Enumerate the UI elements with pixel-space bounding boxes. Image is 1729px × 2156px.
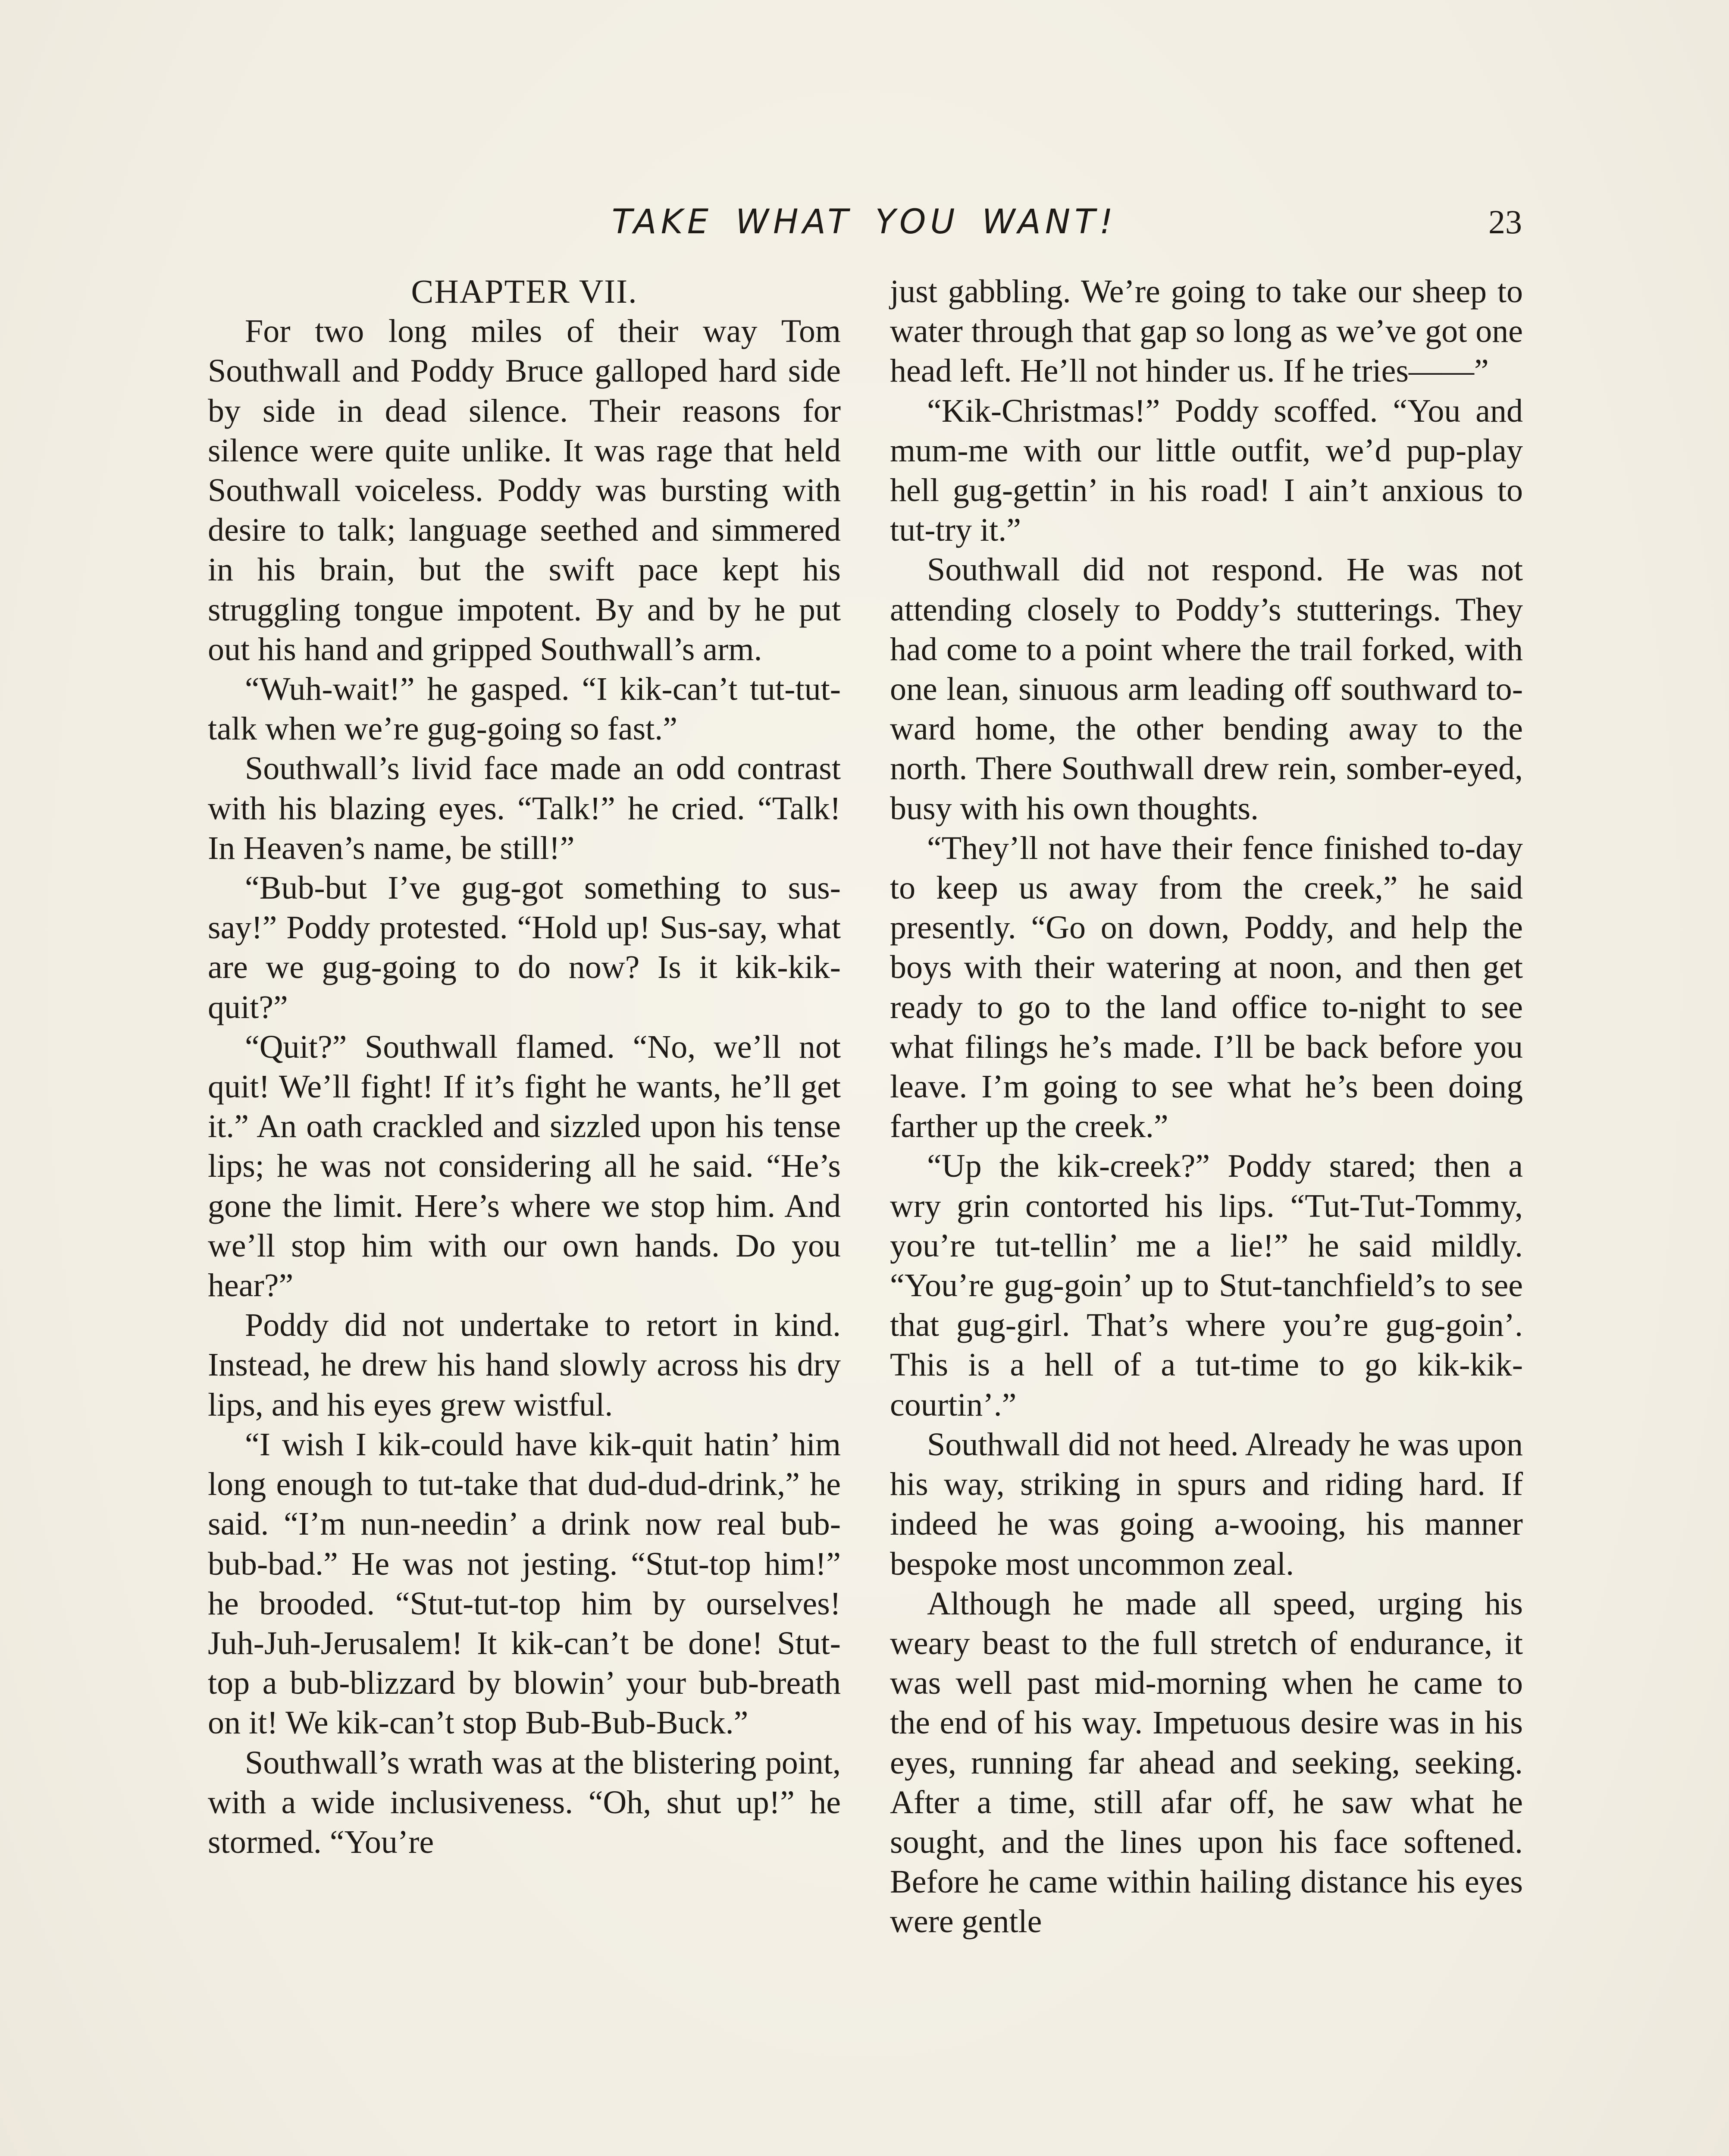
- paragraph: “Quit?” Southwall flamed. “No, we’ll not quit! We’ll fight! If it’s fight he wants, he’ll get it.” An oath crackled and sizzled upon his tense lips; he was not considering all he said. “He’s gone the limit. Here’s where we stop him. And we’ll stop him with our own hands. Do you hear?”: [208, 1028, 841, 1304]
- running-title: TAKE WHAT YOU WANT!: [611, 203, 1118, 241]
- paragraph: Although he made all speed, urging his weary beast to the full stretch of endurance, it was well past mid-morning when he came to the end of his way. Impetuous desire was in his eyes, running far ahead and seeking, seeking. After a time, still afar off, he saw what he sought, and the lines upon his face softened. Before he came within hailing distance his eyes were gentle: [890, 1585, 1523, 1940]
- paragraph: Southwall did not heed. Already he was upon his way, striking in spurs and riding hard. If indeed he was going a-wooing, his manner bespoke most uncommon zeal.: [890, 1426, 1523, 1582]
- paragraph: just gabbling. We’re going to take our sheep to water through that gap so long as we’ve got one head left. He’ll not hinder us. If he tries——”: [890, 273, 1523, 389]
- left-text-column: [208, 272, 841, 1862]
- right-text-column: [890, 272, 1523, 1942]
- paragraph: “Wuh-wait!” he gasped. “I kik-can’t tut-tut-talk when we’re gug-going so fast.”: [208, 671, 841, 747]
- paragraph: “They’ll not have their fence finished to-day to keep us away from the creek,” he said presently. “Go on down, Poddy, and help the boys with their watering at noon, and then get ready to go to the land office to-night to see what filings he’s made. I’ll be back before you leave. I’m going to see what he’s been doing farther up the creek.”: [890, 830, 1523, 1145]
- page-header: [207, 196, 1522, 248]
- chapter-heading: CHAPTER VII.: [411, 273, 638, 310]
- paragraph: Southwall’s livid face made an odd contrast with his blazing eyes. “Talk!” he cried. “Talk! In Heaven’s name, be still!”: [208, 750, 841, 866]
- paragraph: “Bub-but I’ve gug-got something to sus-say!” Poddy protested. “Hold up! Sus-say, what are we gug-going to do now? Is it kik-kik-quit?”: [208, 870, 841, 1025]
- page-number: 23: [1488, 203, 1522, 241]
- paragraph: “Up the kik-creek?” Poddy stared; then a wry grin contorted his lips. “Tut-Tut-Tommy, you’re tut-tellin’ me a lie!” he said mildly. “You’re gug-goin’ up to Stut-tanchfield’s to see that gug-girl. That’s where you’re gug-goin’. This is a hell of a tut-time to go kik-kik-courtin’.”: [890, 1148, 1523, 1423]
- paragraph: Southwall did not respond. He was not attending closely to Poddy’s stutterings. They had come to a point where the trail forked, with one lean, sinuous arm leading off southward toward home, the other bending away to the north. There Southwall drew rein, somber-eyed, busy with his own thoughts.: [890, 552, 1523, 827]
- paragraph: For two long miles of their way Tom Southwall and Poddy Bruce galloped hard side by side in dead silence. Their reasons for silence were quite unlike. It was rage that held Southwall voiceless. Poddy was bursting with desire to talk; language seethed and simmered in his brain, but the swift pace kept his struggling tongue impotent. By and by he put out his hand and gripped Southwall’s arm.: [208, 313, 841, 667]
- paragraph: Southwall’s wrath was at the blistering point, with a wide inclusiveness. “Oh, shut up!” he stormed. “You’re: [208, 1744, 841, 1860]
- paragraph: “Kik-Christmas!” Poddy scoffed. “You and mum-me with our little outfit, we’d pup-play hell gug-gettin’ in his road! I ain’t anxious to tut-try it.”: [890, 392, 1523, 548]
- paragraph: Poddy did not undertake to retort in kind. Instead, he drew his hand slowly across his dry lips, and his eyes grew wistful.: [208, 1307, 841, 1423]
- paragraph: “I wish I kik-could have kik-quit hatin’ him long enough to tut-take that dud-dud-drink,” he said. “I’m nun-needin’ a drink now real bub-bub-bad.” He was not jesting. “Stut-top him!” he brooded. “Stut-tut-top him by ourselves! Juh-Juh-Jerusalem! It kik-can’t be done! Stut-top a bub-blizzard by blowin’ your bub-breath on it! We kik-can’t stop Bub-Bub-Buck.”: [208, 1426, 841, 1741]
